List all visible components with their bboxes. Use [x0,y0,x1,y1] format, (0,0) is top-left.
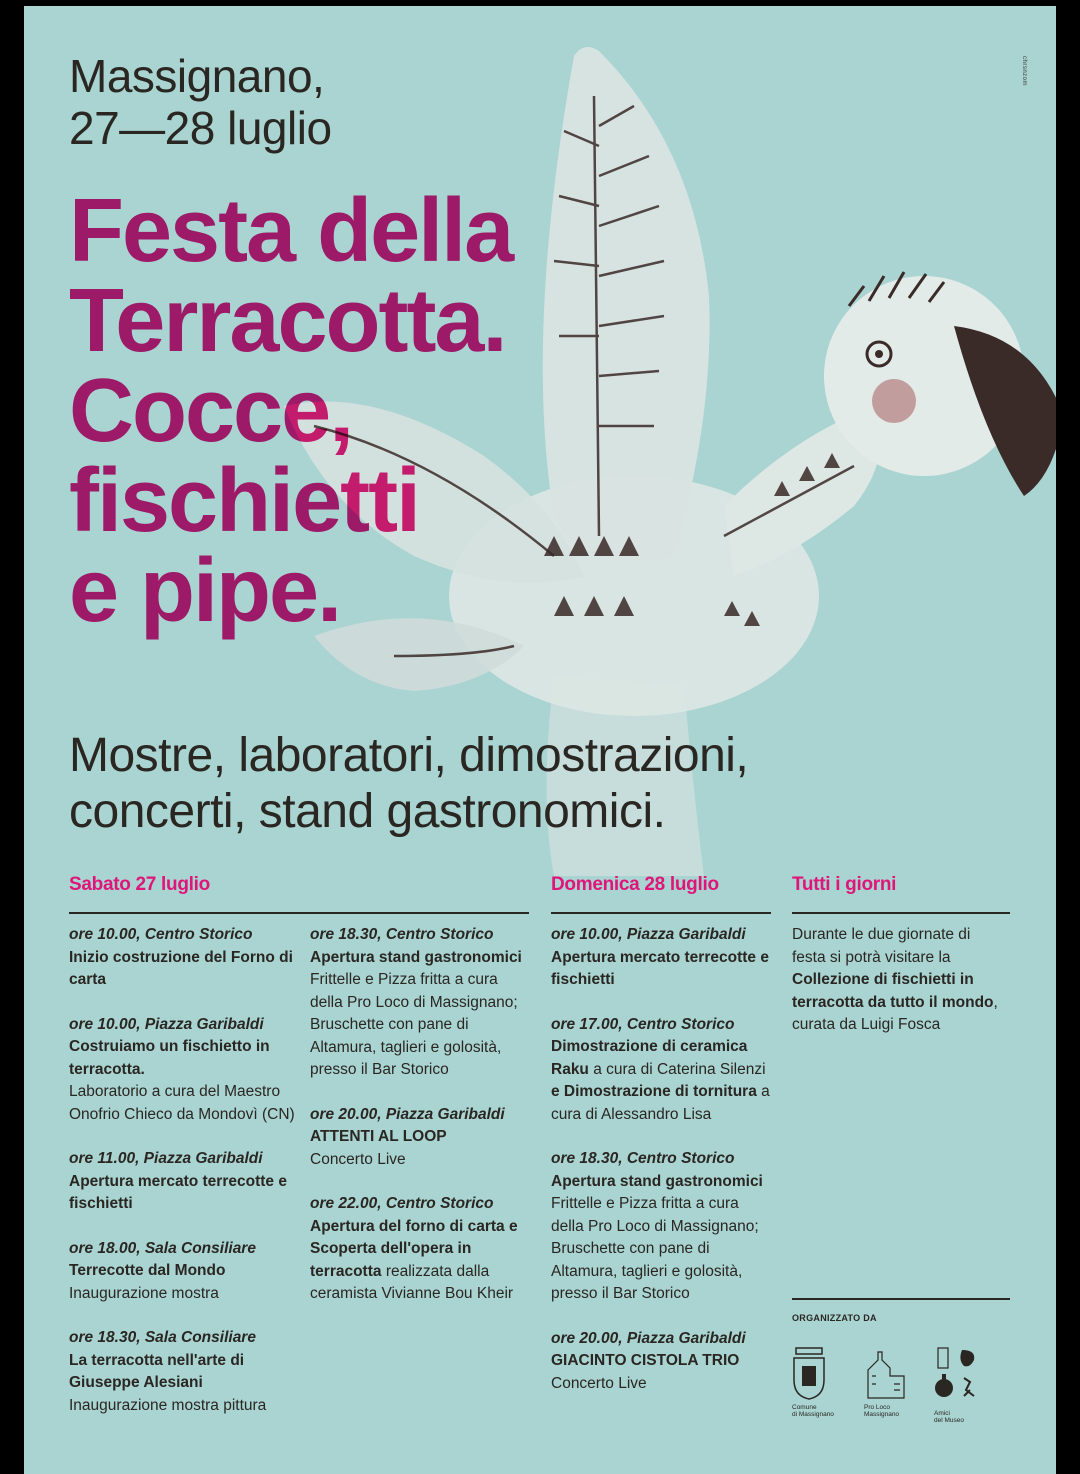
every-day-text [792,924,1002,1037]
schedule-item [69,1238,304,1306]
event-time: ore 11.00, Piazza Garibaldi [69,1150,263,1167]
schedule-item [551,1148,771,1306]
schedule-item [69,1014,304,1127]
comune-logo [792,1346,852,1418]
designer-credit: chrsnzom [1021,56,1027,87]
poster [24,6,1056,1474]
schedule-item [310,924,530,1082]
schedule-item [551,924,771,992]
event-details [310,1216,530,1306]
event-name: Inizio costruzione del Forno di carta [69,948,293,988]
event-dateline [69,50,332,154]
sunday-column [551,924,771,1417]
event-time: ore 20.00, Piazza Garibaldi [310,1105,505,1123]
event-description: Inaugurazione mostra [69,1284,219,1302]
event-subtitle [69,728,748,840]
event-name: Dimostrazione di ceramica Raku [551,1038,748,1078]
event-description: realizzata dalla ceramista Vivianne Bou Kheir [310,1262,514,1302]
event-description: Concerto Live [310,1150,406,1168]
logo-caption: Pro Loco [864,1404,891,1411]
saturday-heading: Sabato 27 luglio [69,874,210,895]
logo-caption: Massignano [864,1411,900,1418]
collection-name: Collezione di fischietti in terracotta da tutto il mondo [792,971,994,1011]
event-name-secondary: e Dimostrazione di tornitura [551,1083,757,1100]
event-time: ore 18.00, Sala Consiliare [69,1239,256,1257]
event-time: ore 18.30, Centro Storico [310,926,494,943]
subtitle-line: concerti, stand gastronomici. [69,785,666,838]
event-time: ore 10.00, Piazza Garibaldi [69,1015,264,1033]
event-description: Inaugurazione mostra pittura [69,1396,267,1414]
dates-text: 27—28 luglio [69,102,332,154]
event-name: ATTENTI AL LOOP [310,1128,447,1145]
saturday-evening-column [310,924,530,1328]
schedule-item [551,1014,771,1127]
amici-museo-logo [934,1346,994,1424]
event-name: Apertura del forno di carta e Scoperta dell'opera in terracotta [310,1217,518,1280]
sunday-divider [551,912,771,914]
event-name: Terrecotte dal Mondo [69,1262,226,1279]
subtitle-line: Mostre, laboratori, dimostrazioni, [69,729,749,782]
title-line: fischietti [69,451,420,551]
logo-caption: del Museo [934,1417,964,1424]
event-description: a cura di Caterina Silenzi [593,1060,766,1078]
every-day-divider [792,912,1010,914]
event-name: La terracotta nell'arte di Giuseppe Alesiani [69,1351,245,1391]
event-name: Apertura stand gastronomici [551,1172,763,1190]
museum-objects-icon [934,1346,982,1406]
schedule-item [310,1104,530,1172]
event-description-secondary: a cura di Alessandro Lisa [551,1083,770,1123]
organizers-label: ORGANIZZATO DA [792,1313,877,1323]
event-time: ore 18.30, Sala Consiliare [69,1329,256,1346]
location-text: Massignano, [69,50,325,102]
event-description: Laboratorio a cura del Maestro Onofrio Chieco da Mondovì (CN) [69,1083,295,1123]
event-time: ore 18.30, Centro Storico [551,1150,735,1167]
event-time: ore 10.00, Piazza Garibaldi [551,926,746,943]
every-day-column [792,924,1002,1037]
title-line: e pipe. [69,541,341,641]
event-name: GIACINTO CISTOLA TRIO [551,1352,740,1369]
every-day-heading: Tutti i giorni [792,874,897,895]
saturday-divider [69,912,529,914]
event-name: Apertura stand gastronomici [310,948,522,966]
every-day-curator: , curata da Luigi Fosca [792,993,998,1033]
event-description: Concerto Live [551,1374,647,1392]
schedule-item [69,1327,304,1417]
every-day-intro: Durante le due giornate di festa si potrà visitare la [792,926,971,966]
logo-caption: Amici [934,1410,950,1417]
event-time: ore 20.00, Piazza Garibaldi [551,1329,746,1347]
schedule-item [69,1148,304,1216]
event-name: Apertura mercato terrecotte e fischietti [69,1172,287,1212]
event-description: Frittelle e Pizza fritta a cura della Pro Loco di Massignano; Bruschette con pane di Altamura, taglieri e golosità, presso il Bar Storico [551,1195,759,1302]
schedule-item [551,1328,771,1396]
saturday-morning-column [69,924,304,1439]
event-time: ore 17.00, Centro Storico [551,1015,735,1033]
proloco-logo [864,1346,924,1418]
sunday-heading: Domenica 28 luglio [551,874,719,895]
event-time: ore 10.00, Centro Storico [69,926,253,943]
schedule-item [310,1193,530,1306]
event-title [69,181,513,641]
title-line: Cocce, [69,361,353,461]
schedule-item [69,924,304,992]
logo-caption: Comune [792,1404,817,1411]
event-description: Frittelle e Pizza fritta a cura della Pro Loco di Massignano; Bruschette con pane di Altamura, taglieri e golosità, presso il Bar Storico [310,971,518,1078]
town-drawing-icon [864,1346,908,1400]
event-details [551,1036,771,1126]
event-name: Costruiamo un fischietto in terracotta. [69,1038,270,1078]
logo-caption: di Massignano [792,1411,834,1418]
event-name: Apertura mercato terrecotte e fischietti [551,948,769,988]
event-time: ore 22.00, Centro Storico [310,1195,494,1212]
title-line: Festa della [69,181,513,281]
organizers-divider [792,1298,1010,1300]
title-line: Terracotta. [69,271,506,371]
coat-of-arms-icon [792,1346,826,1400]
